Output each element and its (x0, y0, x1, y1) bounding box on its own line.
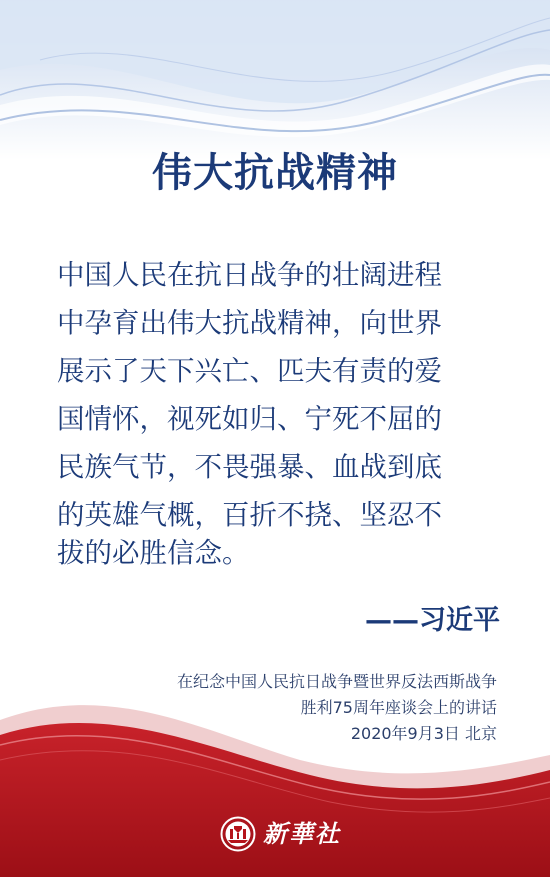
quote-line: 的英雄气概，百折不挠、坚忍不 (57, 499, 442, 531)
top-wave-decoration (0, 0, 550, 160)
quote-line: 国情怀，视死如归、宁死不屈的 (57, 403, 442, 435)
quote-line: 拔的必胜信念。 (57, 537, 250, 569)
quote-line: 中孕育出伟大抗战精神，向世界 (57, 307, 442, 339)
source-date: 2020年9月3日 北京 (350, 724, 497, 743)
source-line: 在纪念中国人民抗日战争暨世界反法西斯战争 (176, 672, 497, 691)
quote-line: 民族气节，不畏强暴、血战到底 (57, 451, 442, 483)
source-line: 胜利75周年座谈会上的讲话 (300, 698, 497, 717)
xinhua-logo-text: 新華社 (263, 819, 341, 848)
quote-line: 展示了天下兴亡、匹夫有责的爱 (57, 355, 442, 387)
quote-line: 中国人民在抗日战争的壮阔进程 (57, 259, 442, 291)
xinhua-emblem-icon (220, 816, 256, 852)
page-title: 伟大抗战精神 (152, 150, 398, 196)
quote-author: ——习近平 (365, 605, 500, 636)
